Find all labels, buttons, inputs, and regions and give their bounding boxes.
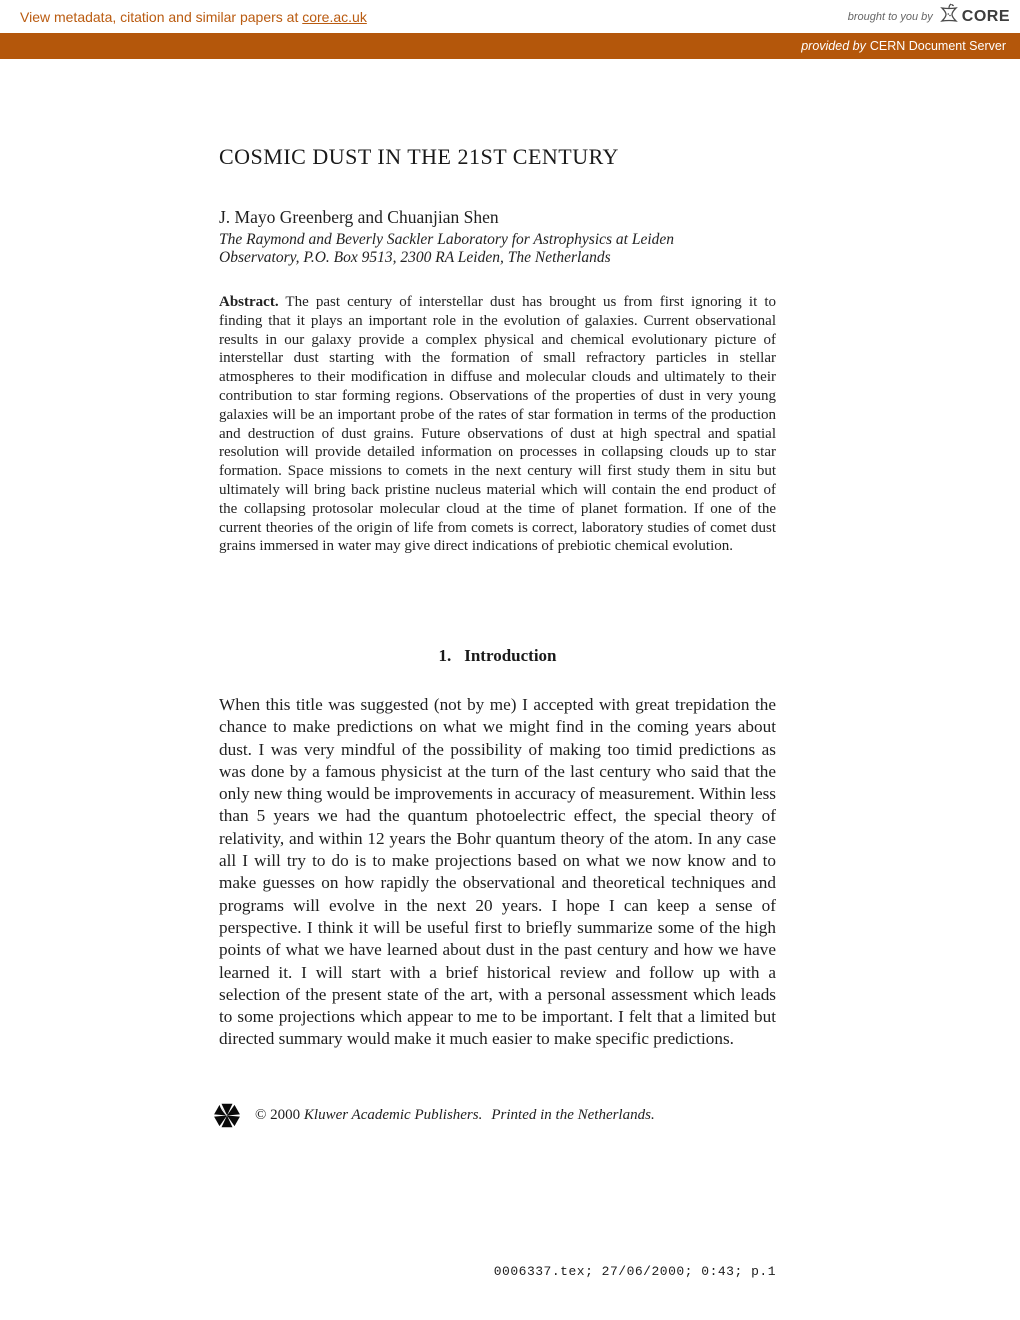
copyright-printed: Printed in the Netherlands. [491,1107,655,1123]
kluwer-publisher-logo-icon [213,1101,241,1130]
section-number: 1. [438,646,452,665]
banner-text: View metadata, citation and similar papers at [20,8,303,25]
affiliation-line-1: The Raymond and Beverly Sackler Laboratory for Astrophysics at Leiden [219,231,675,248]
core-logo[interactable] [940,3,1010,30]
copyright-text [255,1107,655,1124]
introduction-paragraph: When this title was suggested (not by me) I accepted with great trepidation the chance to make predictions on what we might find in the coming years about dust. I was very mindful of the possibility of making too timid predictions as was done by a famous physicist at the turn of the last century who said that the only new thing would be improvements in accuracy of measurement. Within less than 5 years we had the quantum photoelectric effect, the special theory of relativity, and within 12 years the Bohr quantum theory of the atom. In any case all I will try to do is to make projections based on what we now know and to make guesses on how rapidly the observational and theoretical techniques and programs will evolve in the next 20 years. I hope I can keep a sense of perspective. I think it will be useful first to briefly summarize some of the high points of what we have learned about dust in the past century and how we have learned it. I will start with a brief historical review and follow up with a selection of the present state of the art, with a personal assessment which leads to some projections which appear to me to be important. I felt that a limited but directed summary would make it much easier to make specific predictions. [219,695,776,1049]
core-banner [0,0,1020,33]
core-ac-uk-link[interactable]: core.ac.uk [302,8,367,25]
typeset-footer: 0006337.tex; 27/06/2000; 0:43; p.1 [493,1264,776,1279]
paper-title: COSMIC DUST IN THE 21ST CENTURY [219,144,619,169]
abstract-label: Abstract. [219,294,279,310]
section-heading-introduction [219,646,776,666]
copyright-line [219,1101,776,1130]
affiliation-line-2: Observatory, P.O. Box 9513, 2300 RA Leiden, The Netherlands [219,249,611,266]
authors-line: J. Mayo Greenberg and Chuanjian Shen [219,207,499,227]
copyright-year: © 2000 [255,1107,301,1123]
abstract-text: The past century of interstellar dust has brought us from first ignoring it to finding that it plays an important role in the evolution of galaxies. Current observational results in our galaxy provide a complex physical and chemical evolutionary picture of interstellar dust starting with the formation of small refractory particles in stellar atmospheres to their modification in diffuse and molecular clouds and ultimately to their contribution to star forming regions. Observations of the properties of dust in very young galaxies will be an important probe of the rates of star formation in terms of the production and destruction of dust grains. Future observations of dust at high spectral and spatial resolution will provide detailed information on processes in collapsing clouds up to star formation. Space missions to comets in the next century will first study them in situ but ultimately will bring back pristine nucleus material which will contain the end product of the collapsing protosolar molecular cloud at the time of planet formation. If one of the current theories of the origin of life from comets is correct, laboratory studies of comet dust grains immersed in water may give direct indications of prebiotic chemical evolution. [219,294,777,555]
provided-source[interactable]: CERN Document Server [869,39,1006,53]
core-brand-text: CORE [961,7,1010,25]
abstract-paragraph [219,293,776,556]
brought-to-you-by-label: brought to you by [847,10,933,23]
banner-message [20,9,367,25]
section-title: Introduction [464,646,557,665]
affiliation [219,231,776,267]
copyright-publisher: Kluwer Academic Publishers. [303,1107,483,1123]
banner-brand-area [848,3,1010,30]
provided-by-label: provided by [801,39,866,53]
provided-by-bar [0,33,1020,59]
apple-core-icon [940,3,958,30]
